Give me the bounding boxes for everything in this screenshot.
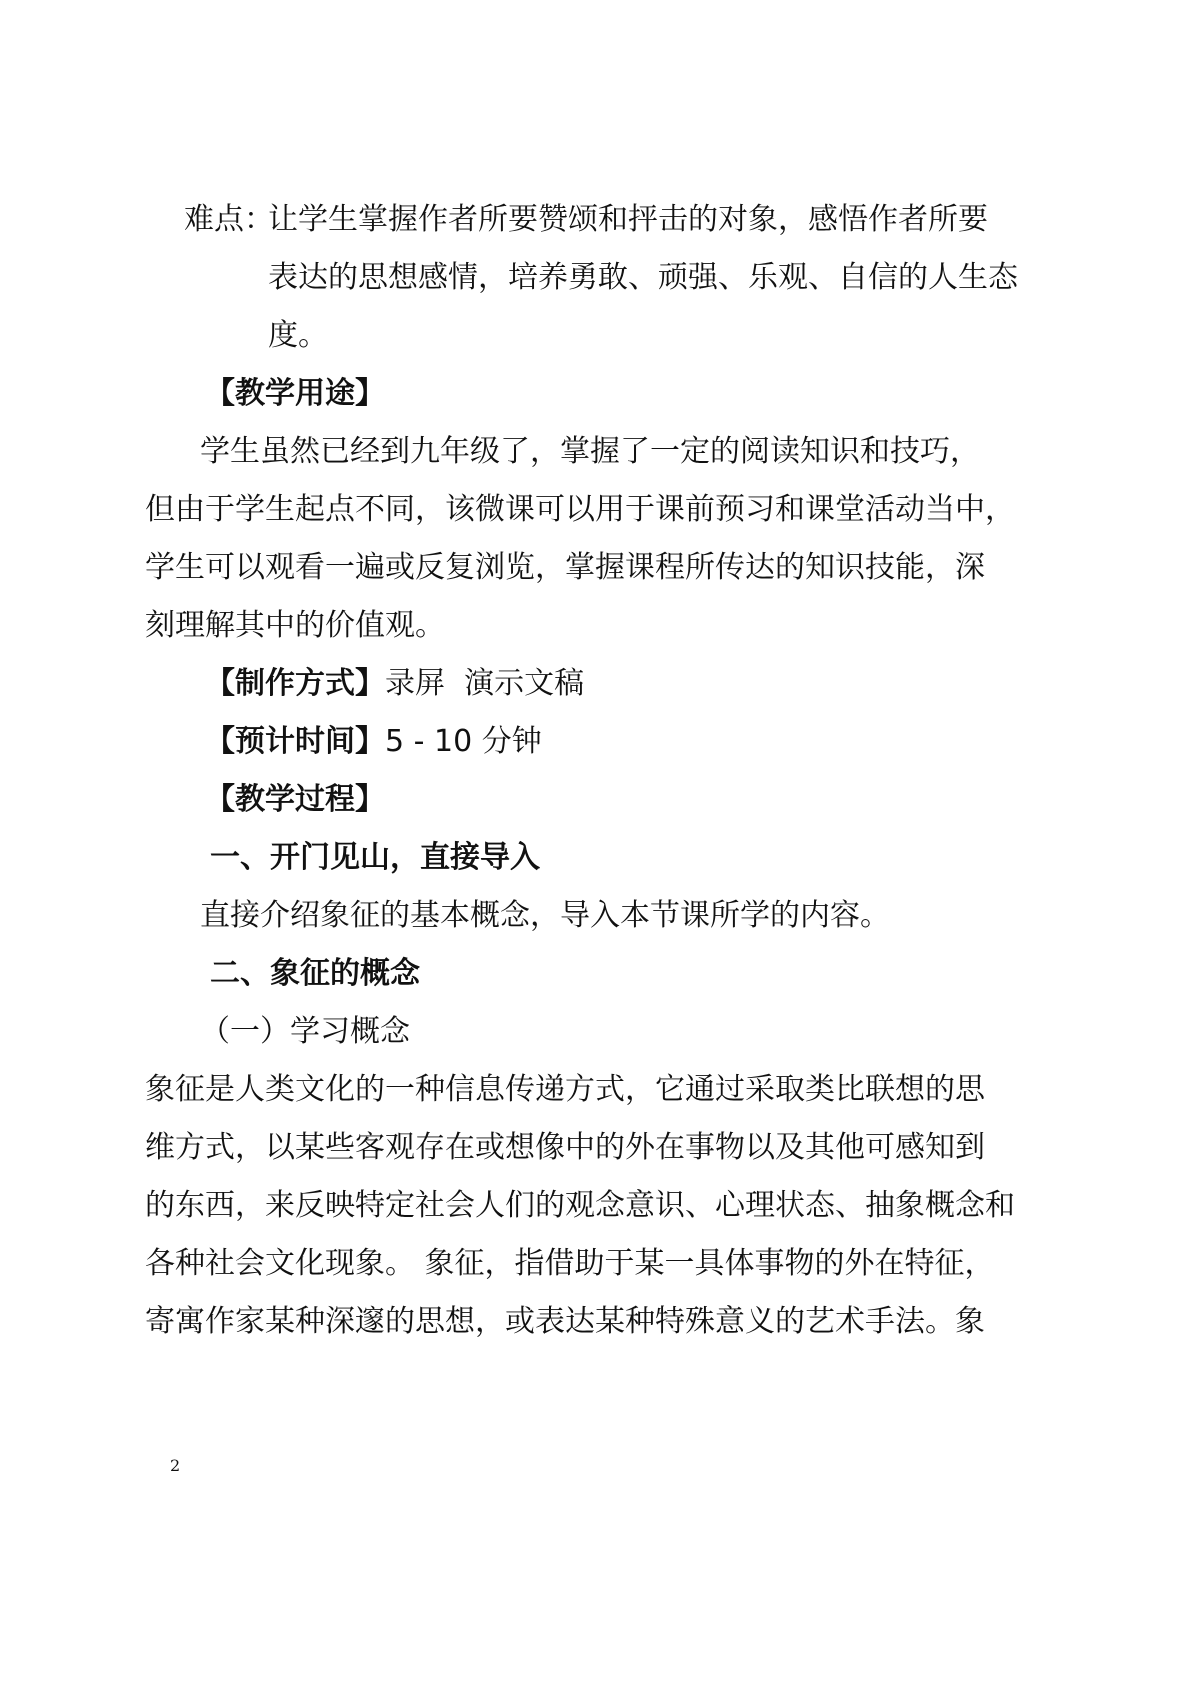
usage-line-3: 学生可以观看一遍或反复浏览，掌握课程所传达的知识技能，深 (145, 550, 985, 585)
production-label: 【制作方式】 (205, 666, 385, 701)
difficulty-line-2: 表达的思想感情，培养勇敢、顽强、乐观、自信的人生态 (268, 260, 1018, 295)
paragraph-line-5: 寄寓作家某种深邃的思想，或表达某种特殊意义的艺术手法。象 (145, 1304, 985, 1339)
usage-line-1: 学生虽然已经到九年级了，掌握了一定的阅读知识和技巧， (200, 434, 980, 469)
usage-line-2: 但由于学生起点不同，该微课可以用于课前预习和课堂活动当中， (145, 492, 1015, 527)
usage-heading: 【教学用途】 (205, 376, 385, 411)
duration-row (205, 722, 542, 762)
production-row (205, 664, 584, 704)
difficulty-line-3: 度。 (268, 318, 328, 353)
difficulty-line-1: 让学生掌握作者所要赞颂和抨击的对象，感悟作者所要 (268, 202, 988, 237)
subsection-1-title: （一）学习概念 (200, 1014, 410, 1049)
duration-label: 【预计时间】 (205, 724, 385, 759)
paragraph-line-1: 象征是人类文化的一种信息传递方式，它通过采取类比联想的思 (145, 1072, 985, 1107)
page-number: 2 (170, 1456, 181, 1475)
section-2-title: 二、象征的概念 (210, 956, 420, 991)
usage-line-4: 刻理解其中的价值观。 (145, 608, 445, 643)
paragraph-line-3: 的东西，来反映特定社会人们的观念意识、心理状态、抽象概念和 (145, 1188, 1015, 1223)
duration-value: 5 - 10 分钟 (385, 724, 542, 759)
production-value: 录屏 演示文稿 (385, 666, 585, 701)
paragraph-line-4: 各种社会文化现象。 象征，指借助于某一具体事物的外在特征， (145, 1246, 995, 1281)
process-heading: 【教学过程】 (205, 782, 385, 817)
section-1-title: 一、开门见山，直接导入 (210, 840, 540, 875)
paragraph-line-2: 维方式，以某些客观存在或想像中的外在事物以及其他可感知到 (145, 1130, 985, 1165)
section-1-text: 直接介绍象征的基本概念，导入本节课所学的内容。 (200, 898, 890, 933)
difficulty-label: 难点： (184, 202, 274, 237)
